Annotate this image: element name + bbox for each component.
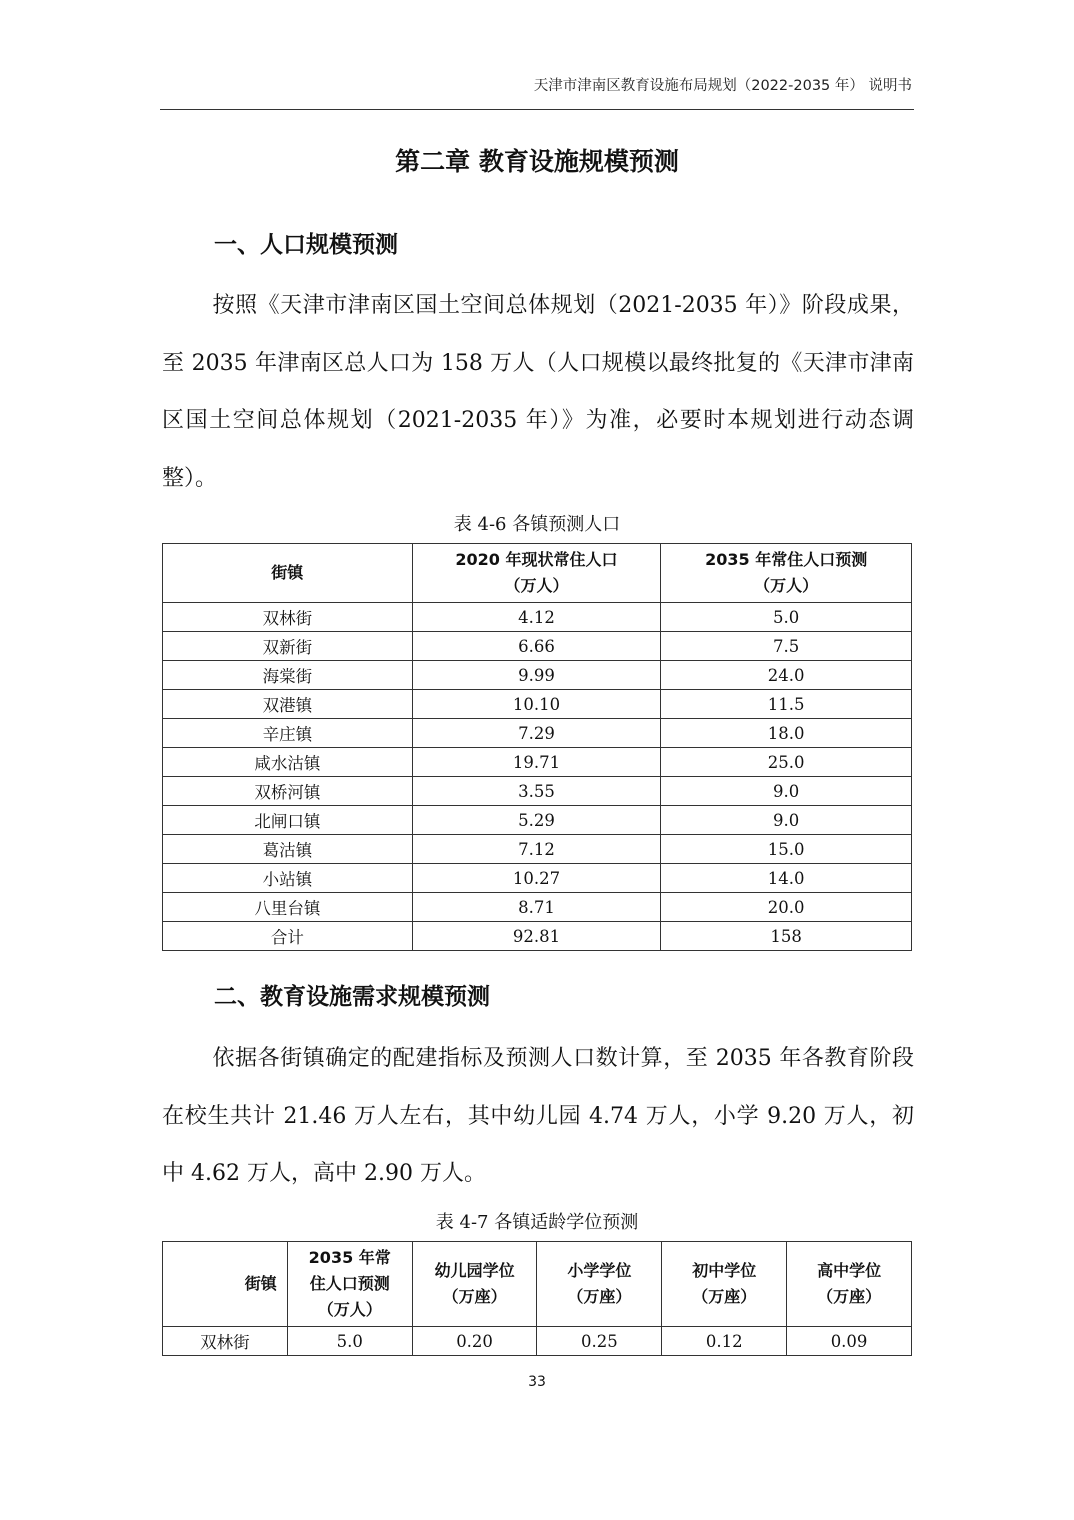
header-cell: 街镇 <box>163 544 413 603</box>
header-line: 高中学位 <box>817 1261 882 1280</box>
table-row <box>163 632 912 661</box>
header-cell <box>662 1242 787 1327</box>
header-cell <box>412 1242 537 1327</box>
table-cell: 0.12 <box>662 1327 787 1356</box>
header-line: （万座） <box>692 1287 757 1306</box>
table-cell: 0.09 <box>787 1327 912 1356</box>
table-cell: 24.0 <box>661 661 912 690</box>
table-cell: 双林街 <box>163 603 413 632</box>
table-row <box>163 719 912 748</box>
header-line: （万座） <box>567 1287 632 1306</box>
table-cell: 158 <box>661 922 912 951</box>
header-line: 住人口预测 <box>309 1274 390 1293</box>
table-total-row <box>163 922 912 951</box>
section-1-title: 一、人口规模预测 <box>214 232 398 258</box>
table-cell: 葛沽镇 <box>163 835 413 864</box>
table-2-caption: 表 4-7 各镇适龄学位预测 <box>435 1212 639 1233</box>
table-cell: 18.0 <box>661 719 912 748</box>
table-cell: 15.0 <box>661 835 912 864</box>
section-1-text: 按照《天津市津南区国土空间总体规划（2021-2035 年）》阶段成果，至 2035 年津南区总人口为 158 万人（人口规模以最终批复的《天津市津南区国土空间总体规划（2021-2035 年）》为准，必要时本规划进行动态调整）。 <box>162 293 914 491</box>
table-row <box>163 690 912 719</box>
chapter-title: 第二章 教育设施规模预测 <box>395 147 679 176</box>
table-cell: 双新街 <box>163 632 413 661</box>
table-cell: 咸水沽镇 <box>163 748 413 777</box>
section-1-paragraph <box>162 277 914 507</box>
header-line: 2020 年现状常住人口 <box>455 550 618 569</box>
table-cell: 8.71 <box>412 893 661 922</box>
table-cell: 0.25 <box>537 1327 662 1356</box>
table-row <box>163 893 912 922</box>
table-cell: 小站镇 <box>163 864 413 893</box>
table-cell: 11.5 <box>661 690 912 719</box>
table-row <box>163 777 912 806</box>
section-2-text: 依据各街镇确定的配建指标及预测人口数计算，至 2035 年各教育阶段在校生共计 21.46 万人左右，其中幼儿园 4.74 万人，小学 9.20 万人，初中 4.62 万人，高中 2.90 万人。 <box>162 1046 914 1186</box>
school-places-table <box>162 1241 912 1356</box>
table-cell: 6.66 <box>412 632 661 661</box>
table-cell: 7.29 <box>412 719 661 748</box>
section-2-title: 二、教育设施需求规模预测 <box>214 984 490 1010</box>
header-line: 幼儿园学位 <box>434 1261 515 1280</box>
header-line: （万人） <box>317 1300 382 1319</box>
header-line: 初中学位 <box>692 1261 757 1280</box>
table-cell: 海棠街 <box>163 661 413 690</box>
table-cell: 9.0 <box>661 777 912 806</box>
header-line: （万座） <box>817 1287 882 1306</box>
header-rule <box>160 109 914 110</box>
page-number: 33 <box>528 1374 546 1390</box>
header-cell <box>287 1242 412 1327</box>
header-line: 小学学位 <box>567 1261 632 1280</box>
table-cell: 八里台镇 <box>163 893 413 922</box>
section-2-paragraph <box>162 1030 914 1203</box>
header-line: （万座） <box>442 1287 507 1306</box>
table-cell: 7.5 <box>661 632 912 661</box>
table-cell: 5.29 <box>412 806 661 835</box>
table-cell: 5.0 <box>287 1327 412 1356</box>
table-cell: 25.0 <box>661 748 912 777</box>
table-cell: 7.12 <box>412 835 661 864</box>
header-cell <box>661 544 912 603</box>
table-cell: 4.12 <box>412 603 661 632</box>
table-cell: 10.27 <box>412 864 661 893</box>
table-cell: 双港镇 <box>163 690 413 719</box>
table-cell: 5.0 <box>661 603 912 632</box>
table-cell: 3.55 <box>412 777 661 806</box>
table-cell: 92.81 <box>412 922 661 951</box>
table-header-row <box>163 1242 912 1327</box>
header-cell <box>537 1242 662 1327</box>
header-line: （万人） <box>754 576 819 595</box>
header-cell: 街镇 <box>163 1242 288 1327</box>
header-cell <box>787 1242 912 1327</box>
table-row <box>163 748 912 777</box>
table-cell: 19.71 <box>412 748 661 777</box>
table-cell: 辛庄镇 <box>163 719 413 748</box>
table-row <box>163 864 912 893</box>
table-cell: 0.20 <box>412 1327 537 1356</box>
page-header: 天津市津南区教育设施布局规划（2022-2035 年） 说明书 <box>533 78 912 94</box>
table-cell: 14.0 <box>661 864 912 893</box>
population-table <box>162 543 912 951</box>
header-line: 2035 年常住人口预测 <box>705 550 868 569</box>
table-row <box>163 603 912 632</box>
header-line: 2035 年常 <box>308 1248 391 1267</box>
table-row <box>163 835 912 864</box>
table-cell: 合计 <box>163 922 413 951</box>
table-1-caption: 表 4-6 各镇预测人口 <box>453 514 621 535</box>
table-cell: 北闸口镇 <box>163 806 413 835</box>
header-cell <box>412 544 661 603</box>
table-row <box>163 661 912 690</box>
header-line: （万人） <box>504 576 569 595</box>
table-row <box>163 806 912 835</box>
table-cell: 双林街 <box>163 1327 288 1356</box>
table-cell: 9.0 <box>661 806 912 835</box>
table-cell: 10.10 <box>412 690 661 719</box>
table-cell: 双桥河镇 <box>163 777 413 806</box>
table-cell: 20.0 <box>661 893 912 922</box>
table-header-row <box>163 544 912 603</box>
table-cell: 9.99 <box>412 661 661 690</box>
table-row <box>163 1327 912 1356</box>
